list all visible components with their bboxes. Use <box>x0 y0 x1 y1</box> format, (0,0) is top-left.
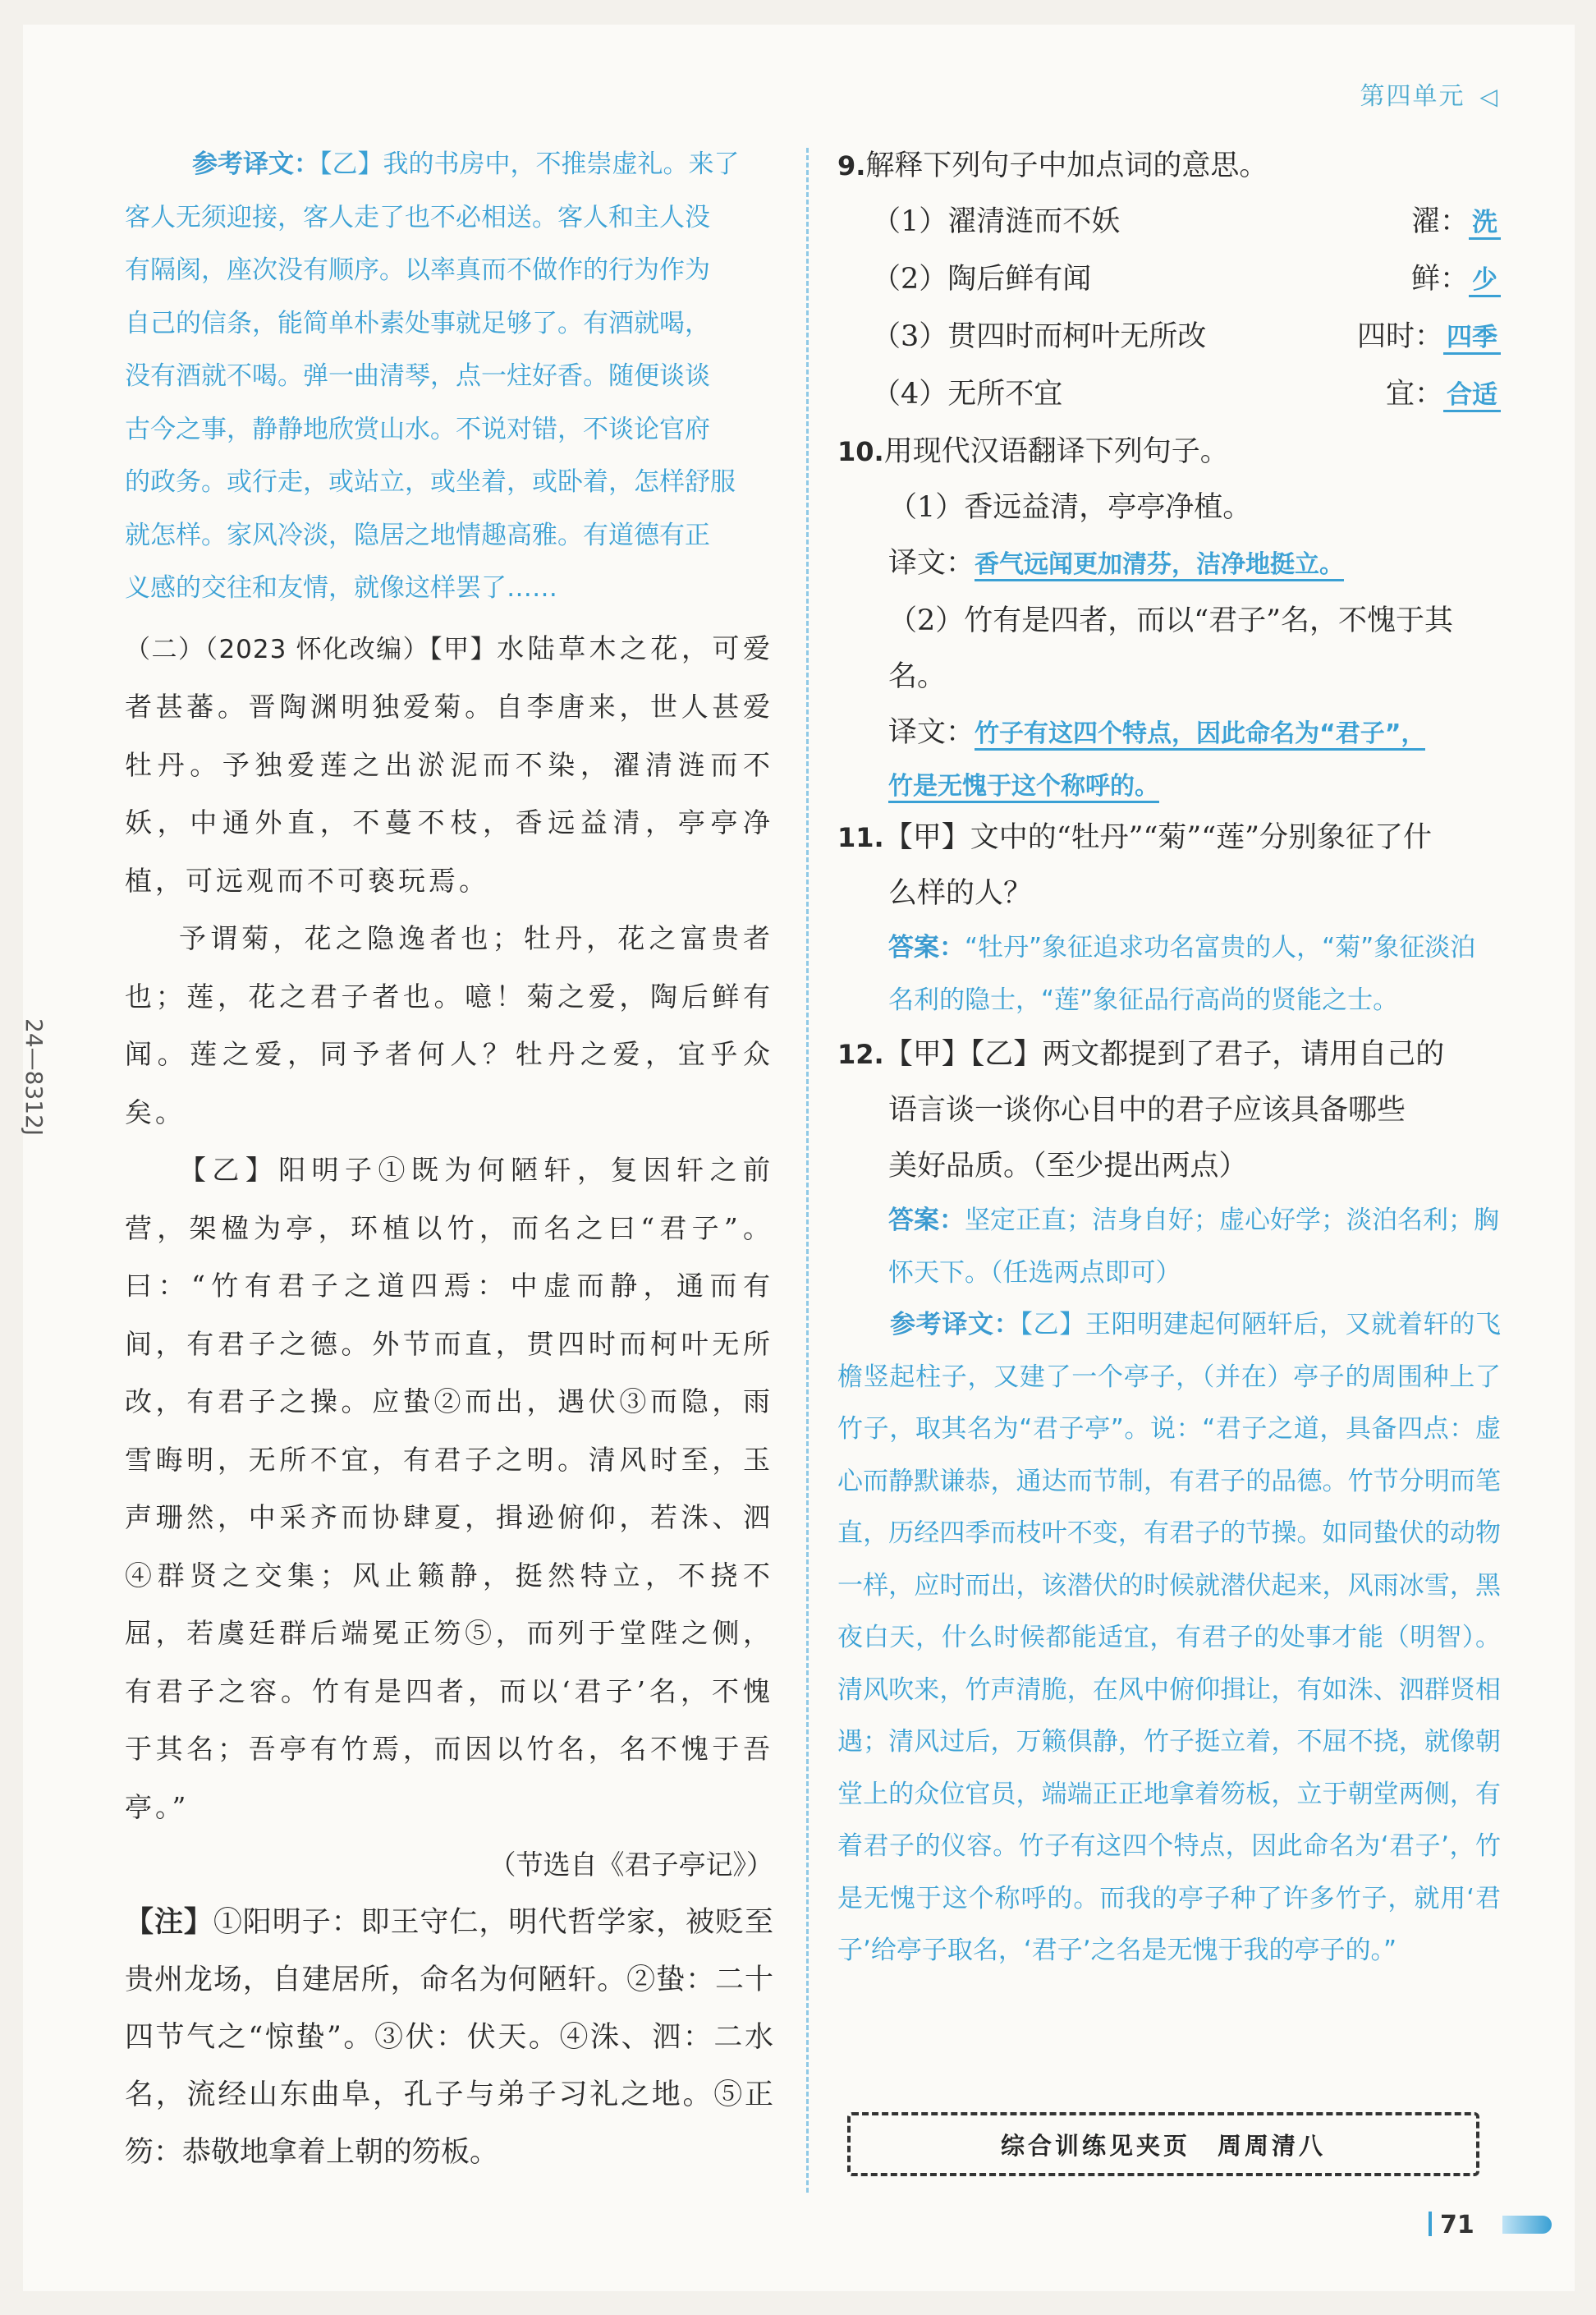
question-9: 9.解释下列句子中加点词的意思。 （1）濯清涟而不妖 濯： 洗 （2）陶后鲜有闻 鲜： 少 （3）贯四时而柯叶无所改 四时： 四季 （4）无所不宜 宜： 合适 <box>837 138 1501 424</box>
q11-answer: “牡丹”象征追求功名富贵的人，“菊”象征淡泊名利的隐士，“莲”象征品行高尚的贤能之士。 <box>888 933 1476 1015</box>
page-number: 71 <box>1429 2211 1474 2239</box>
question-10: 10.用现代汉语翻译下列句子。 （1）香远益清，亭亭净植。 译文：香气远闻更加清芬，洁净地挺立。 （2）竹有是四者，而以“君子”名，不愧于其名。 译文：竹子有这四个特点，因此命名为“君子”， 竹是无愧于这个称呼的。 <box>837 424 1501 810</box>
q10-answer-2-cont: 竹是无愧于这个称呼的。 <box>888 772 1159 803</box>
passage-yi: 【乙】阳明子①既为何陋轩，复因轩之前营，架楹为亭，环植以竹，而名之曰“君子”。曰：“竹有君子之道四焉：中虚而静，通而有间，有君子之德。外节而直，贯四时而柯叶无所改，有君子之操。应蛰②而出，遇伏③而隐，雨雪晦明，无所不宜，有君子之明。清风时至，玉声珊然，中采齐而协肆夏，揖逊俯仰，若洙、泗④群贤之交集；风止籁静，挺然特立，不挠不屈，若虞廷群后端冕正笏⑤，而列于堂陛之侧，有君子之容。竹有是四者，而以‘君子’名，不愧于其名；吾亭有竹焉，而因以竹名，名不愧于吾亭。” <box>125 1154 773 1823</box>
footnote: 【注】①阳明子：即王守仁，明代哲学家，被贬至贵州龙场，自建居所，命名为何陋轩。②蛰：二十四节气之“惊蛰”。③伏：伏天。④洙、泗：二水名，流经山东曲阜，孔子与弟子习礼之地。⑤正笏：恭敬地拿着上朝的笏板。 <box>125 1905 773 2169</box>
left-triangle-icon: ◁ <box>1479 83 1499 110</box>
right-reference-translation: 参考译文：【乙】王阳明建起何陋轩后，又就着轩的飞檐竖起柱子，又建了一个亭子，（并在）亭子的周围种上了竹子，取其名为“君子亭”。说：“君子之道，具备四点：虚心而静默谦恭，通达而节制，有君子的品德。竹节分明而笔直，历经四季而枝叶不变，有君子的节操。如同蛰伏的动物一样，应时而出，该潜伏的时候就潜伏起来，风雨冰雪，黑夜白天，什么时候都能适宜，有君子的处事才能（明智）。清风吹来，竹声清脆，在风中俯仰揖让，有如洙、泗群贤相遇；清风过后，万籁俱静，竹子挺立着，不屈不挠，就像朝堂上的众位官员，端端正正地拿着笏板，立于朝堂两侧，有着君子的仪容。竹子有这四个特点，因此命名为‘君子’，竹是无愧于这个称呼的。而我的亭子种了许多竹子，就用‘君子’给亭子取名，‘君子’之名是无愧于我的亭子的。” <box>837 1310 1502 1965</box>
q9-answer: 洗 <box>1469 208 1501 240</box>
left-column <box>125 138 773 2181</box>
q9-answer: 合适 <box>1443 380 1501 412</box>
q9-item: （3）贯四时而柯叶无所改 四时： 四季 <box>837 309 1501 366</box>
note-label: 【注】 <box>125 1905 213 1939</box>
passage-jia: （二）（2023 怀化改编）【甲】水陆草木之花，可爱者甚蕃。晋陶渊明独爱菊。自李唐来，世人甚爱牡丹。予独爱莲之出淤泥而不染，濯清涟而不妖，中通外直，不蔓不枝，香远益清，亭亭净植，可远观而不可亵玩焉。 予谓菊，花之隐逸者也；牡丹，花之富贵者也；莲，花之君子者也。噫！菊之爱，陶后鲜有闻。莲之爱，同予者何人？牡丹之爱，宜乎众矣。 <box>125 632 773 1128</box>
column-divider <box>806 148 809 2193</box>
left-reference-translation: 参考译文：【乙】我的书房中，不推崇虚礼。来了 客人无须迎接，客人走了也不必相送。客人和主人没 有隔阂，座次没有顺序。以率真而不做作的行为作为 自己的信条，能简单朴素处事就足够了。有酒就喝， 没有酒就不喝。弹一曲清琴，点一炷好香。随便谈谈 古今之事，静静地欣赏山水。不说对错，不谈论官府 的政务。或行走，或站立，或坐着，或卧着，怎样舒服 就怎样。家风冷淡，隐居之地情趣高雅。有道德有正 义感的交往和友情，就像这样罢了…… <box>125 149 740 603</box>
ref-label: 参考译文： <box>192 149 319 179</box>
q9-item: （4）无所不宜 宜： 合适 <box>837 366 1501 424</box>
q9-item: （1）濯清涟而不妖 濯： 洗 <box>837 194 1501 251</box>
unit-title: 第四单元 <box>1360 82 1465 111</box>
q10-answer-2: 竹子有这四个特点，因此命名为“君子”， <box>975 719 1425 751</box>
page-number-bar <box>1429 2212 1432 2236</box>
unit-header <box>1360 76 1499 112</box>
passage-source: （节选自《君子亭记》） <box>488 1849 773 1881</box>
right-column <box>837 138 1501 1977</box>
q9-item: （2）陶后鲜有闻 鲜： 少 <box>837 251 1501 309</box>
question-12: 12.【甲】【乙】两文都提到了君子，请用自己的 语言谈一谈你心目中的君子应该具备哪些 美好品质。（至少提出两点） 答案：坚定正直；洁身自好；虚心好学；淡泊名利；胸怀天下。（任选两点即可） <box>837 1038 1499 1288</box>
q12-answer: 坚定正直；洁身自好；虚心好学；淡泊名利；胸怀天下。（任选两点即可） <box>888 1206 1499 1288</box>
passage-head: （二）（2023 怀化改编）【甲】 <box>125 634 498 664</box>
practice-box: 综合训练见夹页 周周清八 <box>847 2112 1479 2176</box>
q9-answer: 四季 <box>1443 323 1501 355</box>
question-11: 11.【甲】文中的“牡丹”“菊”“莲”分别象征了什 么样的人？ 答案：“牡丹”象征追求功名富贵的人，“菊”象征淡泊名利的隐士，“莲”象征品行高尚的贤能之士。 <box>837 821 1476 1015</box>
page-tab <box>1502 2216 1552 2234</box>
q10-answer-1: 香气远闻更加清芬，洁净地挺立。 <box>975 550 1344 581</box>
q9-answer: 少 <box>1469 265 1501 297</box>
side-code: 24—8312J <box>21 1018 48 1137</box>
